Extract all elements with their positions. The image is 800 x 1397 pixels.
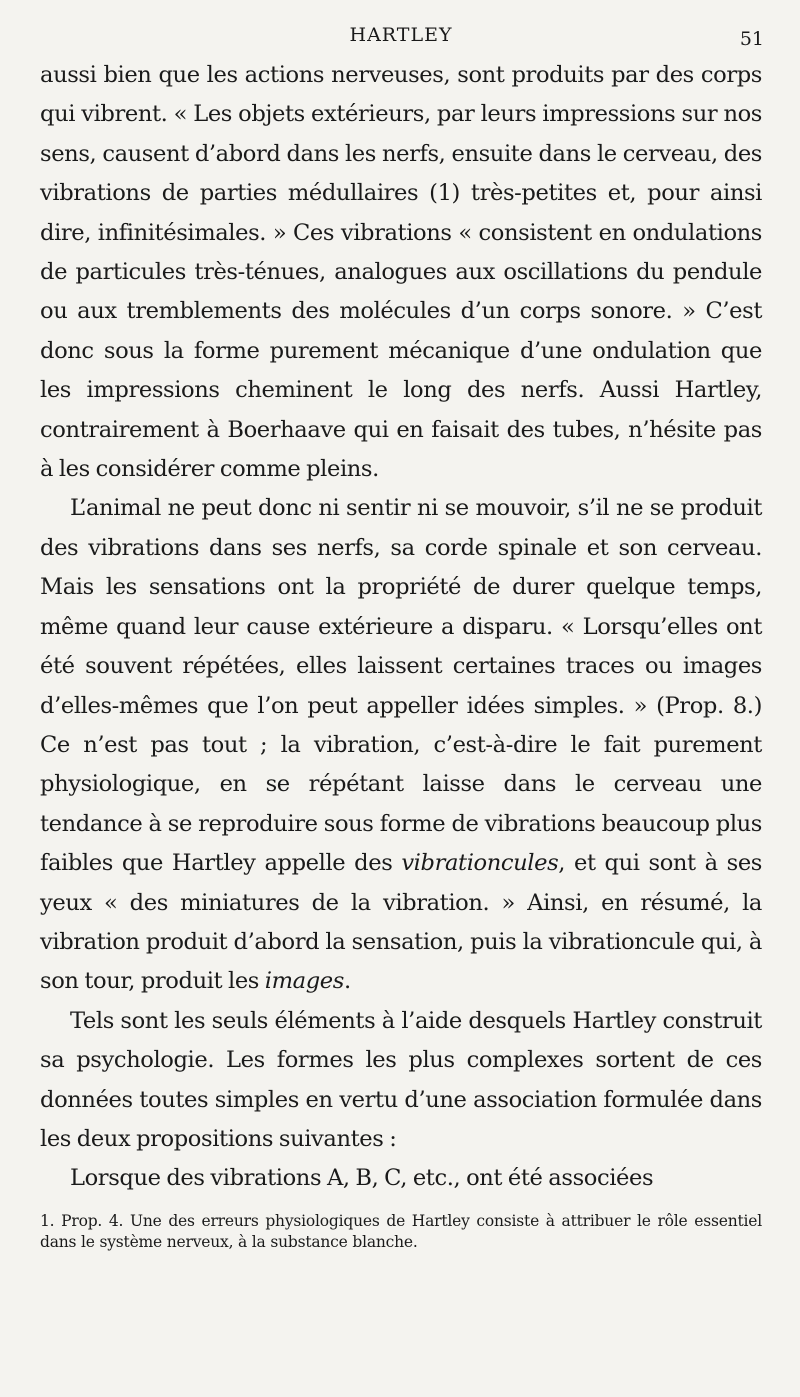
footnote-number: 1.: [40, 1211, 55, 1230]
text-segment: .: [343, 968, 351, 995]
paragraph: [40, 1159, 762, 1198]
running-title: HARTLEY: [349, 24, 453, 46]
text-segment: Tels sont les seuls éléments à l’aide desquels Hartley construit sa psychologie. Les formes les plus complexes sortent de ces données toutes simples en vertu d’une association formulée dans les deux propositions suivantes :: [40, 1007, 762, 1152]
text-segment: aussi bien que les actions nerveuses, sont produits par des corps qui vibrent. « Les objets extérieurs, par leurs impressions sur nos sens, causent d’abord dans les nerfs, ensuite dans le cerveau, des vibrations de parties médullaires (1) très-petites et, pour ainsi dire, infinitésimales. » Ces vibrations « consistent en ondulations de particules très-ténues, analogues aux oscillations du pendule ou aux tremblements des molécules d’un corps sonore. » C’est donc sous la forme purement mécanique d’une ondulation que les impressions cheminent le long des nerfs. Aussi Hartley, contrairement à Boerhaave qui en faisait des tubes, n’hésite pas à les considérer comme pleins.: [40, 62, 762, 483]
paragraph: [40, 1002, 762, 1160]
paragraph: [40, 489, 762, 1001]
text-segment: L’animal ne peut donc ni sentir ni se mouvoir, s’il ne se produit des vibrations dans ses nerfs, sa corde spinale et son cerveau. Mais les sensations ont la propriété de durer quelque temps, même quand leur cause extérieure a disparu. « Lorsqu’elles ont été souvent répétées, elles laissent certaines traces ou images d’elles-mêmes que l’on peut appeller idées simples. » (Prop. 8.) Ce n’est pas tout ; la vibration, c’est-à-dire le fait purement physiologique, en se répétant laisse dans le cerveau une tendance à se reproduire sous forme de vibrations beaucoup plus faibles que Hartley appelle des: [40, 495, 762, 877]
paragraph: [40, 56, 762, 489]
footnote-separator: [40, 1199, 762, 1207]
footnote-text: Prop. 4. Une des erreurs physiologiques de Hartley consiste à attribuer le rôle essentiel dans le système nerveux, à la substance blanche.: [40, 1211, 762, 1251]
text-segment: Lorsque des vibrations A, B, C, etc., ont été associées: [70, 1165, 654, 1192]
book-page: [40, 18, 762, 1253]
footnote: [40, 1211, 762, 1253]
running-head: [40, 18, 762, 56]
page-number: 51: [739, 28, 764, 50]
italic-text: vibrationcules: [401, 850, 559, 877]
text-segment: , et qui sont à ses yeux « des miniatures de la vibration. » Ainsi, en résumé, la vibration produit d’abord la sensation, puis la vibrationcule qui, à son tour, produit les: [40, 850, 762, 995]
body-text: [40, 56, 762, 1199]
italic-text: images: [264, 968, 344, 995]
